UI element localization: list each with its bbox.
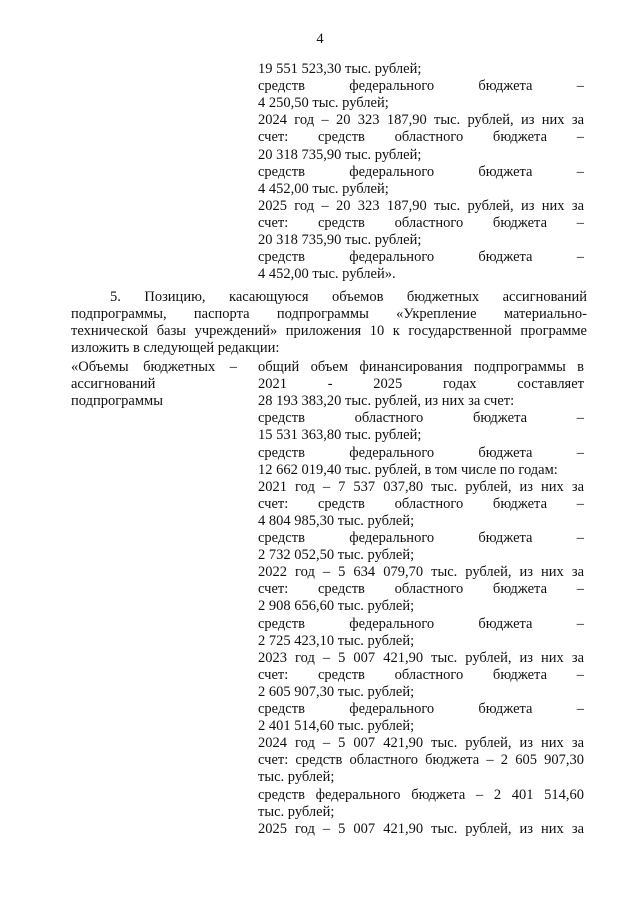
right-block-line: 2023 год – 5 007 421,90 тыс. рублей, из них за bbox=[258, 649, 584, 666]
right-block-line: 2021 год – 7 537 037,80 тыс. рублей, из них за bbox=[258, 478, 584, 495]
right-block-line: средств федерального бюджета – bbox=[258, 615, 584, 632]
right-block-line: 2024 год – 5 007 421,90 тыс. рублей, из них за bbox=[258, 735, 584, 752]
right-block-line: средств федерального бюджета – bbox=[258, 701, 584, 717]
top-block-line: 2025 год – 20 323 187,90 тыс. рублей, из них за bbox=[258, 197, 584, 214]
top-block-line: 4 250,50 тыс. рублей; bbox=[258, 95, 389, 112]
left-label-line: подпрограммы bbox=[71, 393, 163, 410]
right-block-line: 2 605 907,30 тыс. рублей; bbox=[258, 683, 415, 700]
right-block-line: 15 531 363,80 тыс. рублей; bbox=[258, 427, 422, 444]
right-block-line: счет: средств областного бюджета – 2 605 907,30 bbox=[258, 752, 584, 769]
right-block-line: 2021 - 2025 годах составляет bbox=[258, 376, 584, 393]
right-block-line: средств федерального бюджета – 2 401 514,60 bbox=[258, 786, 584, 803]
paragraph-line: 5. Позицию, касающуюся объемов бюджетных ассигнований bbox=[110, 289, 587, 305]
right-block-line: 2 725 423,10 тыс. рублей; bbox=[258, 632, 415, 649]
top-block-line: 20 318 735,90 тыс. рублей; bbox=[258, 146, 422, 163]
right-block-line: счет: средств областного бюджета – bbox=[258, 495, 584, 512]
right-block-line: 2 732 052,50 тыс. рублей; bbox=[258, 547, 415, 564]
top-block-line: средств федерального бюджета – bbox=[258, 163, 584, 180]
paragraph-line: технической базы учреждений» приложения 10 к государственной программе bbox=[71, 323, 587, 340]
top-block-line: 2024 год – 20 323 187,90 тыс. рублей, из них за bbox=[258, 112, 584, 129]
top-block-line: 19 551 523,30 тыс. рублей; bbox=[258, 61, 422, 77]
right-block-line: 2022 год – 5 634 079,70 тыс. рублей, из них за bbox=[258, 564, 584, 581]
right-block-line: 28 193 383,20 тыс. рублей, из них за счет: bbox=[258, 393, 515, 410]
right-block-line: тыс. рублей; bbox=[258, 803, 335, 820]
right-block-line: средств федерального бюджета – bbox=[258, 444, 584, 461]
top-block-line: счет: средств областного бюджета – bbox=[258, 214, 584, 231]
right-block-line: средств областного бюджета – bbox=[258, 410, 584, 427]
top-block-line: 4 452,00 тыс. рублей; bbox=[258, 180, 389, 197]
top-block-line: счет: средств областного бюджета – bbox=[258, 129, 584, 146]
top-block-line: средств федерального бюджета – bbox=[258, 78, 584, 95]
right-block-line: 2025 год – 5 007 421,90 тыс. рублей, из них за bbox=[258, 820, 584, 837]
right-block-line: средств федерального бюджета – bbox=[258, 530, 584, 546]
left-label-line: «Объемы бюджетных – bbox=[71, 359, 237, 375]
right-block-line: 2 401 514,60 тыс. рублей; bbox=[258, 718, 415, 735]
right-block-line: тыс. рублей; bbox=[258, 769, 335, 786]
right-block-line: общий объем финансирования подпрограммы в bbox=[258, 359, 584, 375]
top-block-line: средств федерального бюджета – bbox=[258, 249, 584, 266]
right-block-line: 4 804 985,30 тыс. рублей; bbox=[258, 512, 415, 529]
left-label-line: ассигнований bbox=[71, 376, 156, 393]
top-block-line: 20 318 735,90 тыс. рублей; bbox=[258, 232, 422, 248]
page-number: 4 bbox=[316, 31, 324, 47]
paragraph-line: подпрограммы, паспорта подпрограммы «Укрепление материально- bbox=[71, 306, 587, 323]
right-block-line: счет: средств областного бюджета – bbox=[258, 666, 584, 683]
right-block-line: 12 662 019,40 тыс. рублей, в том числе по годам: bbox=[258, 461, 558, 478]
right-block-line: 2 908 656,60 тыс. рублей; bbox=[258, 598, 415, 615]
right-block-line: счет: средств областного бюджета – bbox=[258, 581, 584, 598]
paragraph-line: изложить в следующей редакции: bbox=[71, 340, 280, 357]
top-block-line: 4 452,00 тыс. рублей». bbox=[258, 266, 396, 283]
